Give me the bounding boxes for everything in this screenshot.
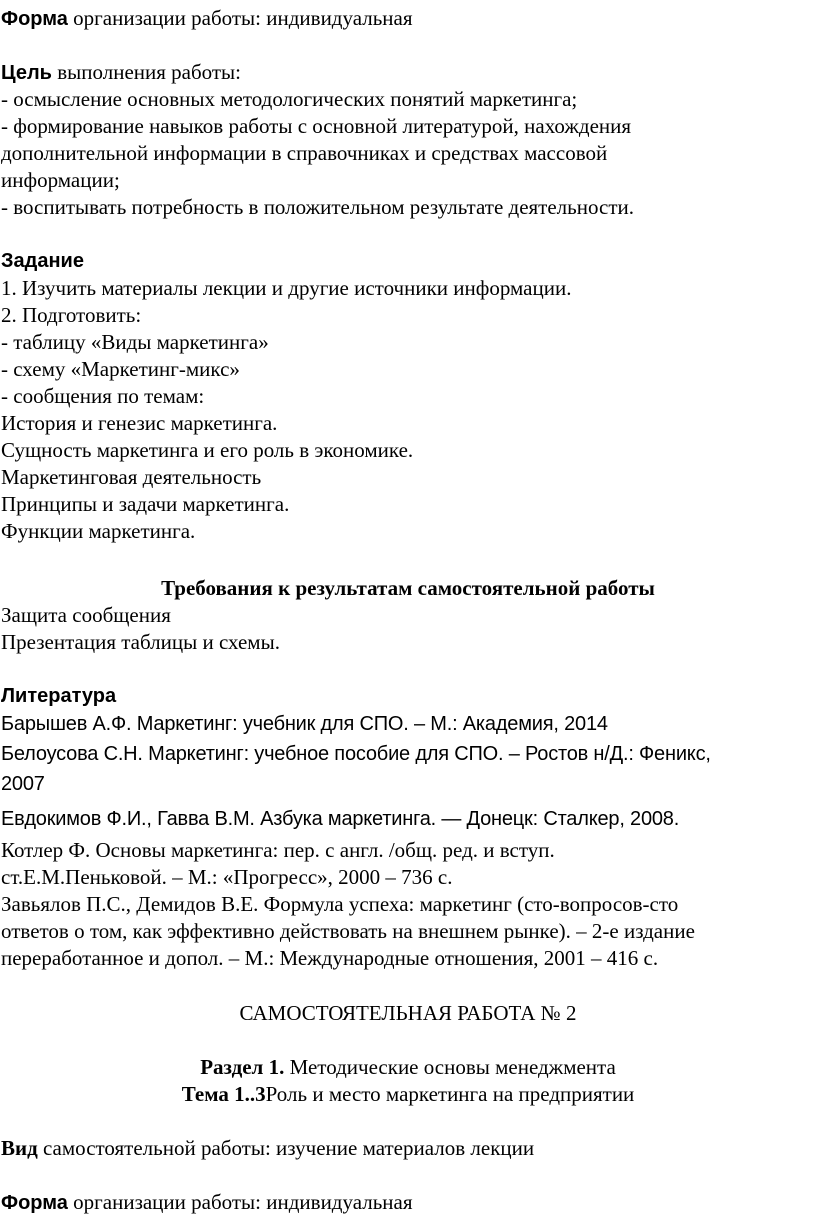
literature-item: 2007 (1, 773, 45, 795)
task-item: Маркетинговая деятельность (1, 465, 262, 489)
topic-line (0, 1081, 816, 1108)
goal-item: информации; (1, 168, 120, 192)
section-title: САМОСТОЯТЕЛЬНАЯ РАБОТА № 2 (239, 1001, 577, 1025)
task-item: - таблицу «Виды маркетинга» (1, 330, 269, 354)
literature-item: Белоусова С.Н. Маркетинг: учебное пособие для СПО. – Ростов н/Д.: Феникс, (1, 743, 711, 765)
literature-item: Завьялов П.С., Демидов В.Е. Формула успеха: маркетинг (сто-вопросов-сто (1, 892, 679, 916)
form-line-2 (1, 1189, 413, 1217)
section-label: Раздел 1. (200, 1055, 285, 1079)
form-text: организации работы: индивидуальная (67, 6, 413, 30)
literature-item: ст.Е.М.Пеньковой. – М.: «Прогресс», 2000 – 736 с. (1, 865, 453, 889)
kind-label: Вид (1, 1136, 38, 1160)
kind-line (1, 1135, 534, 1162)
section-text: Методические основы менеджмента (284, 1055, 616, 1079)
task-heading: Задание (1, 250, 84, 272)
task-item: История и генезис маркетинга. (1, 411, 278, 435)
kind-text: самостоятельной работы: изучение материалов лекции (37, 1136, 535, 1160)
form-label: Форма (1, 8, 68, 30)
task-item: Принципы и задачи маркетинга. (1, 492, 290, 516)
task-item: 1. Изучить материалы лекции и другие источники информации. (1, 276, 572, 300)
goal-item: дополнительной информации в справочниках и средствах массовой (1, 141, 608, 165)
goal-text: выполнения работы: (51, 60, 241, 84)
goal-item: - воспитывать потребность в положительном результате деятельности. (1, 195, 634, 219)
section-line (0, 1054, 816, 1081)
form-line-1 (1, 5, 413, 33)
task-item: Функции маркетинга. (1, 519, 196, 543)
task-item: - сообщения по темам: (1, 384, 205, 408)
literature-item: ответов о том, как эффективно действовать на внешнем рынке). – 2-е издание (1, 919, 695, 943)
task-item: Сущность маркетинга и его роль в экономике. (1, 438, 414, 462)
task-item: 2. Подготовить: (1, 303, 142, 327)
literature-item: переработанное и допол. – М.: Международные отношения, 2001 – 416 с. (1, 946, 659, 970)
goal-item: - формирование навыков работы с основной литературой, нахождения (1, 114, 632, 138)
topic-label: Тема 1..3 (181, 1082, 266, 1106)
goal-item: - осмысление основных методологических понятий маркетинга; (1, 87, 578, 111)
literature-item: Евдокимов Ф.И., Гавва В.М. Азбука маркетинга. — Донецк: Сталкер, 2008. (1, 808, 680, 830)
form-text: организации работы: индивидуальная (67, 1190, 413, 1214)
goal-heading (1, 59, 241, 87)
requirements-item: Защита сообщения (1, 603, 171, 627)
topic-text: Роль и место маркетинга на предприятии (265, 1082, 635, 1106)
task-item: - схему «Маркетинг-микс» (1, 357, 240, 381)
form-label: Форма (1, 1192, 68, 1214)
literature-item: Барышев А.Ф. Маркетинг: учебник для СПО. – М.: Академия, 2014 (1, 713, 608, 735)
literature-item: Котлер Ф. Основы маркетинга: пер. с англ. /общ. ред. и вступ. (1, 838, 555, 862)
requirements-heading: Требования к результатам самостоятельной работы (161, 576, 655, 600)
requirements-item: Презентация таблицы и схемы. (1, 630, 280, 654)
goal-label: Цель (1, 62, 52, 84)
literature-heading: Литература (1, 685, 117, 707)
